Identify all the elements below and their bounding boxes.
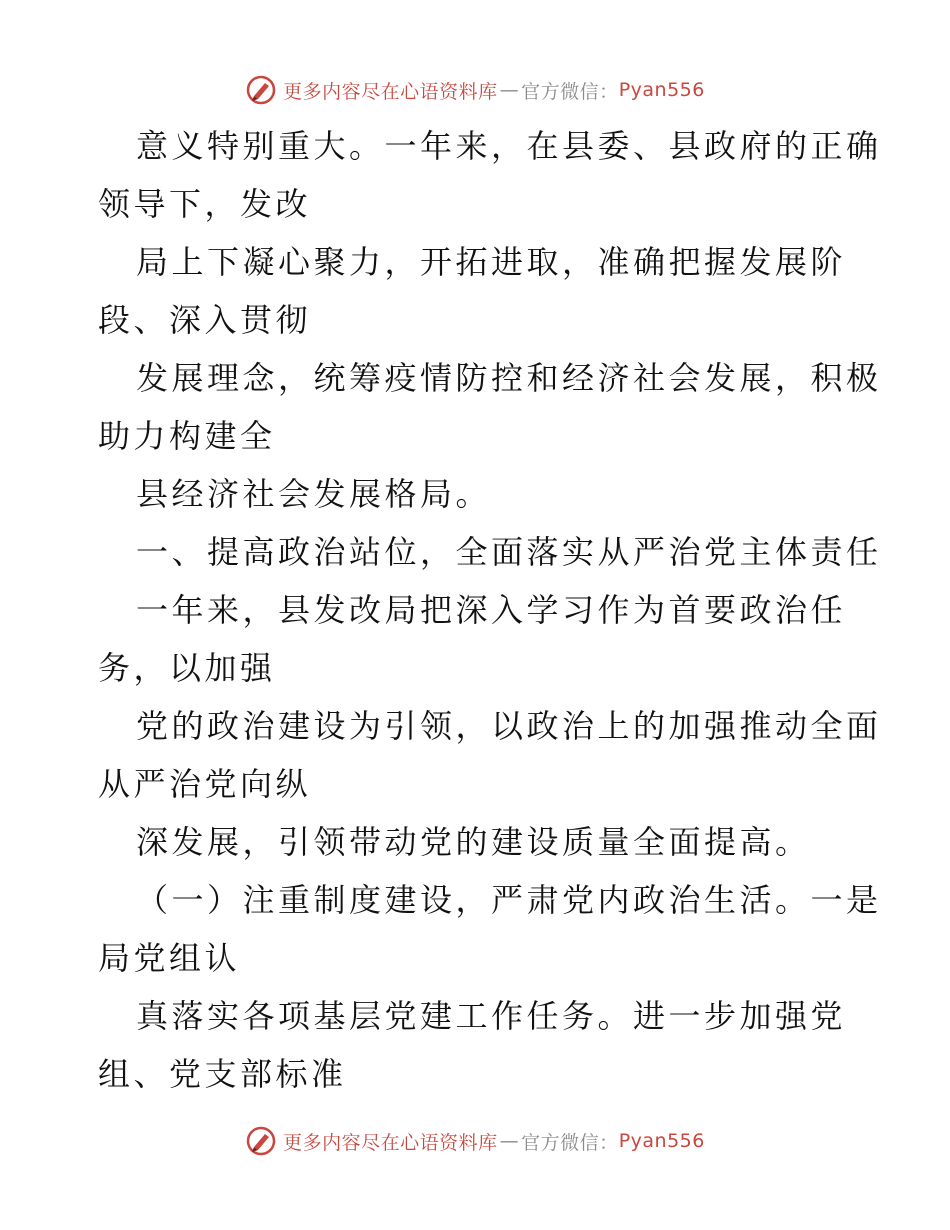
watermark-id: Pyan556 [618,1130,705,1152]
watermark-separator: — [499,1130,520,1152]
header-watermark [0,70,950,110]
text-line: 局党组认 [98,939,241,977]
text-line: 县经济社会发展格局。 [136,475,492,513]
text-line: 助力构建全 [98,417,276,455]
watermark-label: 官方微信： [521,1131,619,1154]
document-body [98,117,882,1103]
subsection-heading: （一）注重制度建设，严肃党内政治生活。一是 [136,881,882,919]
watermark-separator: — [499,79,520,101]
text-line: 一年来，县发改局把深入学习作为首要政治任 [136,591,847,629]
text-line: 领导下，发改 [98,185,312,223]
text-line: 局上下凝心聚力，开拓进取，准确把握发展阶 [136,243,847,281]
watermark-brand: 更多内容尽在心语资料库 [283,1131,498,1154]
text-line: 从严治党向纵 [98,765,312,803]
text-line: 务，以加强 [98,649,276,687]
text-line: 真落实各项基层党建工作任务。进一步加强党 [136,997,847,1035]
watermark-brand: 更多内容尽在心语资料库 [283,80,498,103]
pen-logo-icon [245,74,277,106]
watermark-id: Pyan556 [618,79,705,101]
watermark-label: 官方微信： [521,80,619,103]
section-heading: 一、提高政治站位，全面落实从严治党主体责任 [136,533,882,571]
text-line: 段、深入贯彻 [98,301,312,339]
footer-watermark [0,1121,950,1161]
text-line: 组、党支部标准 [98,1055,347,1093]
text-line: 党的政治建设为引领，以政治上的加强推动全面 [136,707,882,745]
text-line: 深发展，引领带动党的建设质量全面提高。 [136,823,811,861]
text-line: 发展理念，统筹疫情防控和经济社会发展，积极 [136,359,882,397]
text-line: 意义特别重大。一年来，在县委、县政府的正确 [136,127,882,165]
pen-logo-icon [245,1125,277,1157]
